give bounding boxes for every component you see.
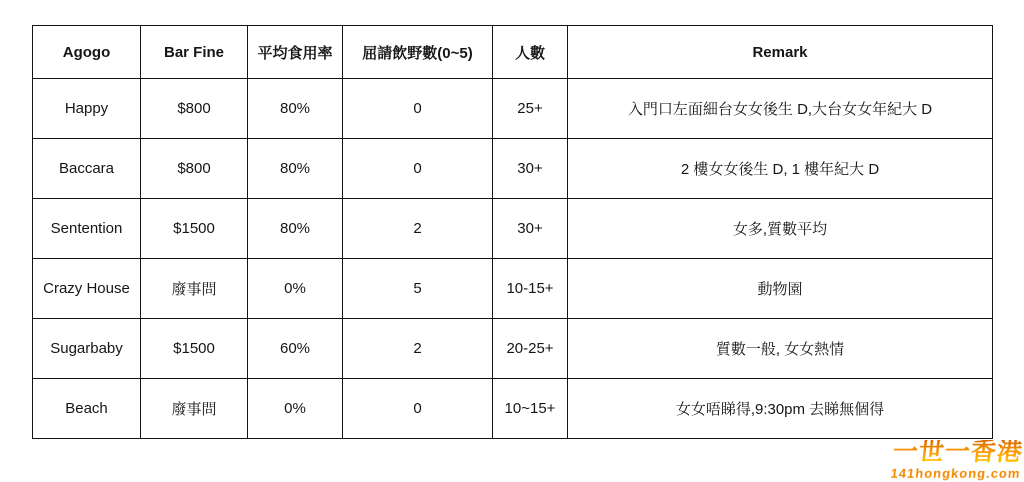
cell-invited-drinks-count: 0 [343, 79, 493, 139]
table-row [33, 259, 993, 319]
cell-invited-drinks-count: 2 [343, 199, 493, 259]
cell-headcount: 10~15+ [493, 379, 568, 439]
cell-remark: 女多,質數平均 [568, 199, 993, 259]
site-watermark [890, 440, 1024, 480]
cell-headcount: 20-25+ [493, 319, 568, 379]
cell-agogo: Baccara [33, 139, 141, 199]
cell-invited-drinks-count: 5 [343, 259, 493, 319]
watermark-site-name: 一世一香港 [891, 438, 1024, 466]
cell-remark: 女女唔睇得,9:30pm 去睇無個得 [568, 379, 993, 439]
column-header-bar-fine: Bar Fine [141, 26, 248, 79]
cell-avg-consumption-rate: 80% [248, 199, 343, 259]
cell-agogo: Beach [33, 379, 141, 439]
cell-agogo: Crazy House [33, 259, 141, 319]
column-header-remark: Remark [568, 26, 993, 79]
cell-invited-drinks-count: 0 [343, 139, 493, 199]
cell-agogo: Sugarbaby [33, 319, 141, 379]
cell-headcount: 30+ [493, 199, 568, 259]
table-row [33, 139, 993, 199]
table-row [33, 199, 993, 259]
cell-agogo: Happy [33, 79, 141, 139]
table-row [33, 79, 993, 139]
cell-invited-drinks-count: 0 [343, 379, 493, 439]
cell-avg-consumption-rate: 60% [248, 319, 343, 379]
cell-bar-fine: $1500 [141, 319, 248, 379]
watermark-site-url: 141hongkong.com [889, 466, 1022, 481]
cell-headcount: 10-15+ [493, 259, 568, 319]
cell-bar-fine: $800 [141, 79, 248, 139]
cell-invited-drinks-count: 2 [343, 319, 493, 379]
cell-agogo: Sentention [33, 199, 141, 259]
table-header [33, 26, 993, 79]
column-header-agogo: Agogo [33, 26, 141, 79]
column-header-headcount: 人數 [493, 26, 568, 79]
cell-avg-consumption-rate: 80% [248, 79, 343, 139]
cell-bar-fine: 廢事問 [141, 379, 248, 439]
header-row [33, 26, 993, 79]
cell-avg-consumption-rate: 0% [248, 259, 343, 319]
cell-bar-fine: 廢事問 [141, 259, 248, 319]
cell-remark: 入門口左面細台女女後生 D,大台女女年紀大 D [568, 79, 993, 139]
table-row [33, 379, 993, 439]
table-row [33, 319, 993, 379]
cell-bar-fine: $1500 [141, 199, 248, 259]
cell-avg-consumption-rate: 0% [248, 379, 343, 439]
agogo-bar-table [32, 25, 993, 439]
cell-avg-consumption-rate: 80% [248, 139, 343, 199]
cell-remark: 動物園 [568, 259, 993, 319]
cell-bar-fine: $800 [141, 139, 248, 199]
column-header-avg-consumption-rate: 平均食用率 [248, 26, 343, 79]
cell-remark: 2 樓女女後生 D, 1 樓年紀大 D [568, 139, 993, 199]
cell-remark: 質數一般, 女女熱情 [568, 319, 993, 379]
cell-headcount: 25+ [493, 79, 568, 139]
column-header-invited-drinks-count: 屈請飲野數(0~5) [343, 26, 493, 79]
cell-headcount: 30+ [493, 139, 568, 199]
table-body [33, 79, 993, 439]
